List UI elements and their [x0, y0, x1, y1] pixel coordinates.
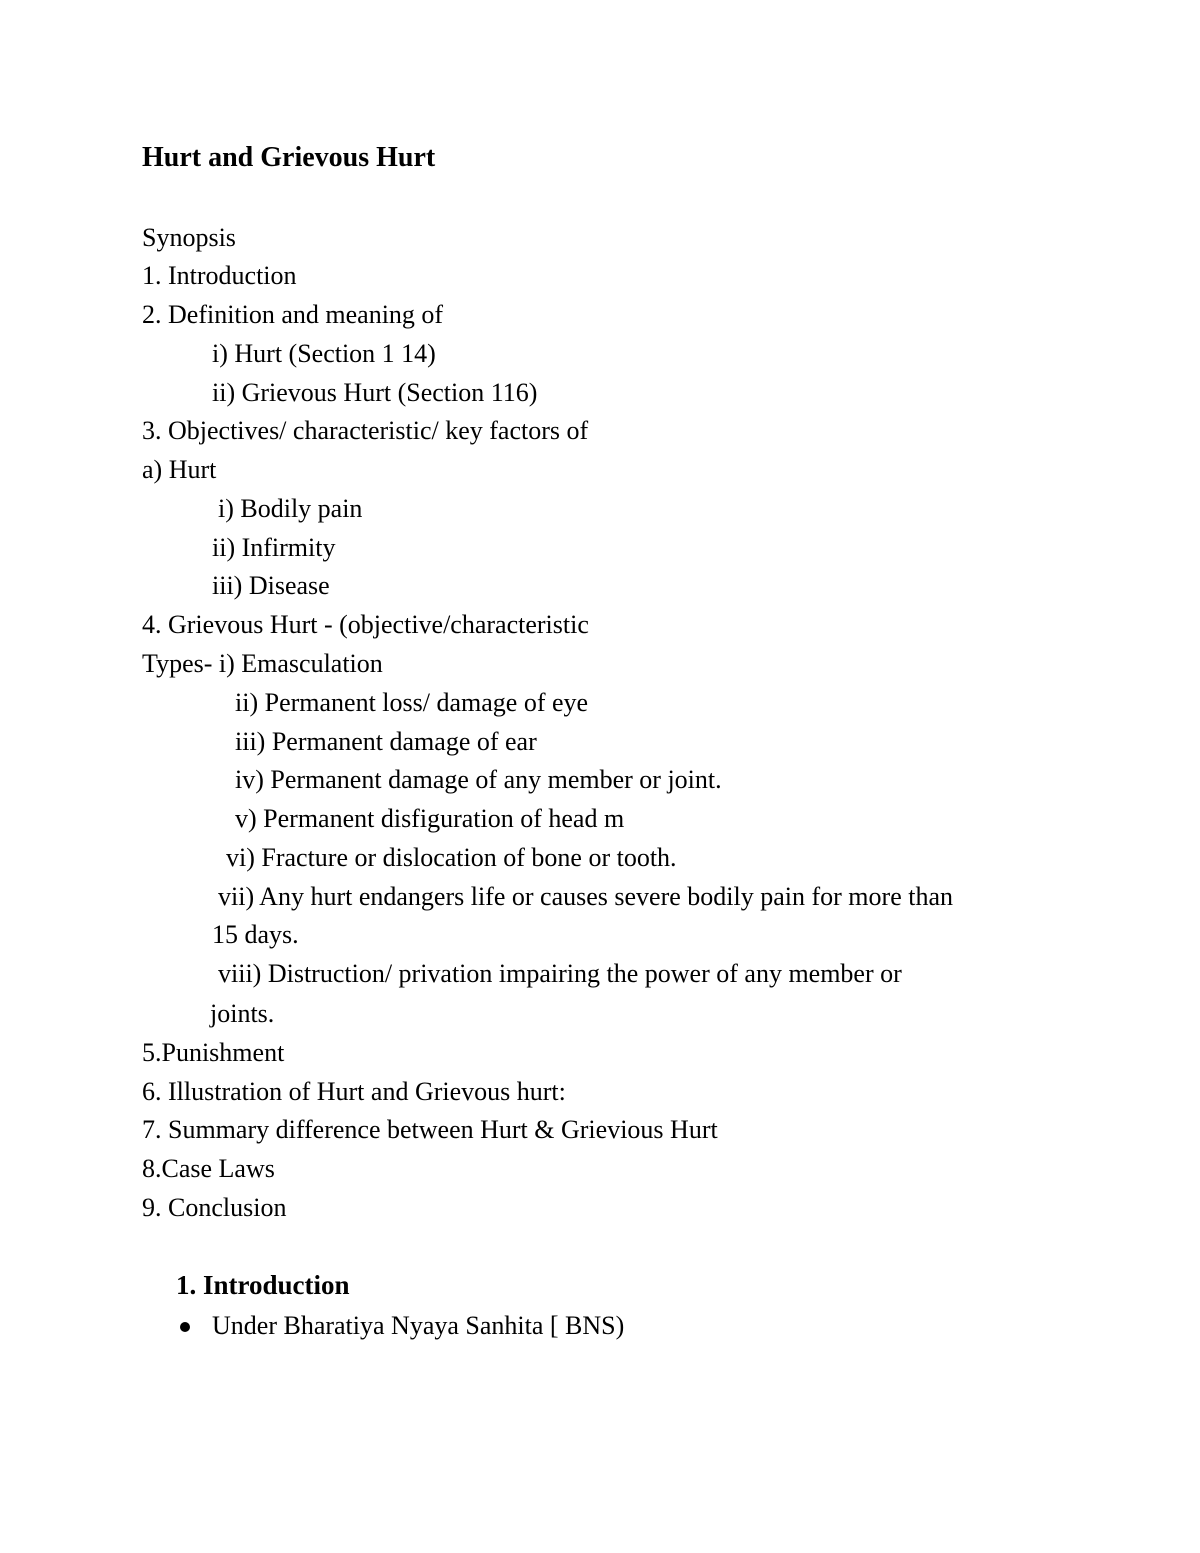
outline-line: i) Hurt (Section 1 14): [212, 339, 436, 368]
outline-line: 3. Objectives/ characteristic/ key factors of: [142, 416, 589, 445]
outline-line: joints.: [210, 999, 275, 1028]
outline-line: ii) Permanent loss/ damage of eye: [235, 688, 589, 717]
synopsis-label: Synopsis: [142, 223, 236, 252]
outline-line: viii) Distruction/ privation impairing the power of any member or: [218, 959, 902, 988]
outline-line: 1. Introduction: [142, 261, 297, 290]
outline-line: 2. Definition and meaning of: [142, 300, 444, 329]
outline-line: 9. Conclusion: [142, 1193, 287, 1222]
outline-line: a) Hurt: [142, 455, 217, 484]
bullet-text: Under Bharatiya Nyaya Sanhita [ BNS): [212, 1311, 625, 1340]
outline-line: 4. Grievous Hurt - (objective/characteristic: [142, 610, 589, 639]
outline-line: 5.Punishment: [142, 1038, 285, 1067]
outline-line: ii) Grievous Hurt (Section 116): [212, 378, 538, 407]
document-title: Hurt and Grievous Hurt: [142, 142, 436, 173]
bullet-dot-icon: [180, 1322, 190, 1332]
outline-line: iii) Disease: [212, 571, 330, 600]
outline-line: v) Permanent disfiguration of head m: [235, 804, 625, 833]
outline-line: vi) Fracture or dislocation of bone or tooth.: [226, 843, 677, 872]
outline-line: ii) Infirmity: [212, 533, 336, 562]
section-heading-introduction: 1. Introduction: [176, 1270, 350, 1300]
outline-line: iv) Permanent damage of any member or joint.: [235, 765, 722, 794]
outline-line: 6. Illustration of Hurt and Grievous hurt:: [142, 1077, 566, 1106]
outline-line: 7. Summary difference between Hurt & Grievious Hurt: [142, 1115, 718, 1144]
outline-line: 8.Case Laws: [142, 1154, 275, 1183]
outline-line: vii) Any hurt endangers life or causes severe bodily pain for more than: [218, 882, 953, 911]
outline-line: iii) Permanent damage of ear: [235, 727, 537, 756]
outline-line: 15 days.: [212, 920, 299, 949]
outline-line: Types- i) Emasculation: [142, 649, 383, 678]
outline-line: i) Bodily pain: [218, 494, 363, 523]
